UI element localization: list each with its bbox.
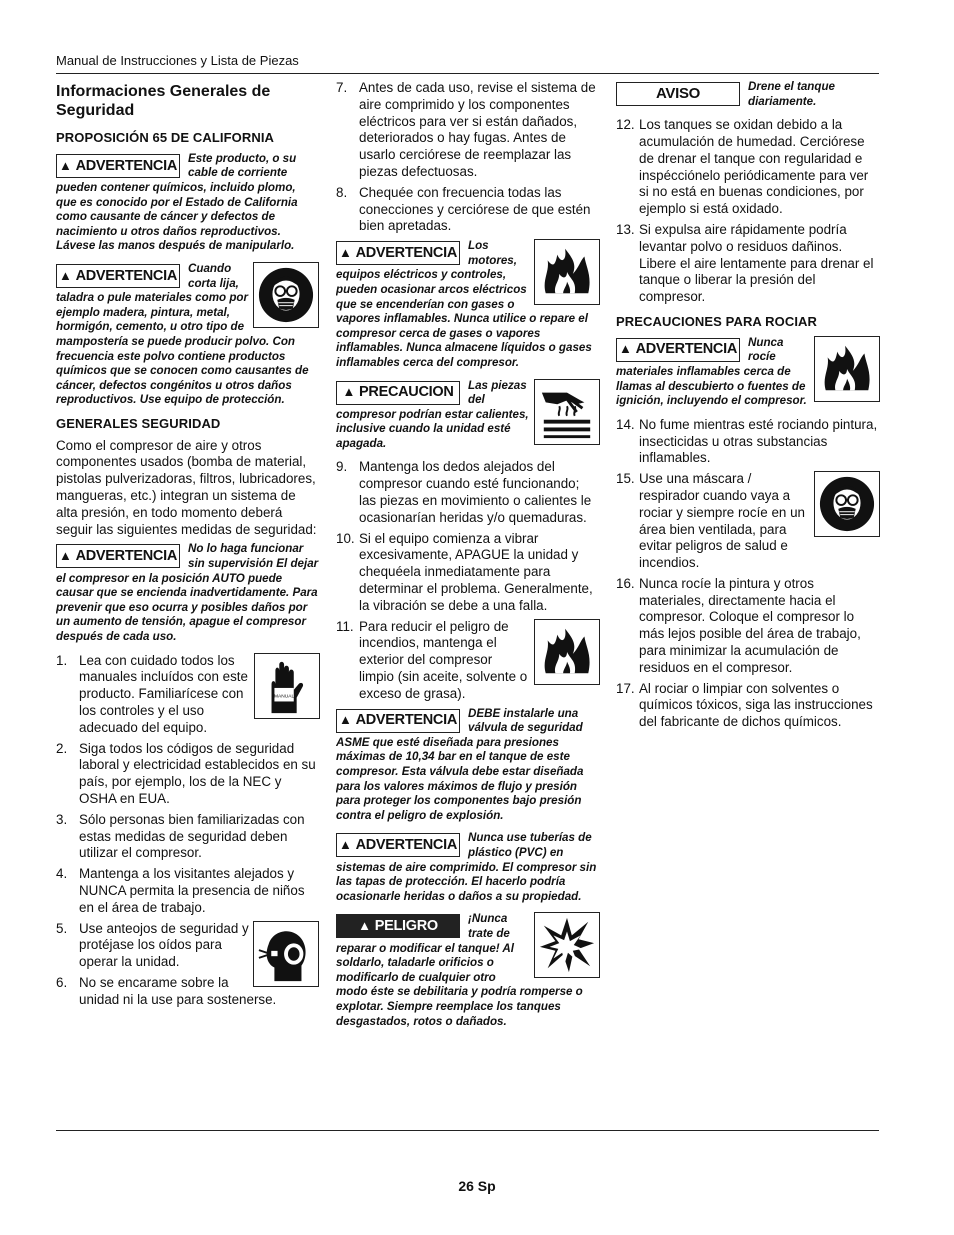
peligro-label: ▲ PELIGRO (336, 914, 460, 938)
list-item: 2. Siga todos los códigos de seguridad laboral y electricidad establecidos en su país, por ejemplo, los de la NEC y OSHA en EUA. (56, 740, 316, 806)
fire-icon (534, 239, 600, 305)
list-item: 11. Para reducir el peligro de incendios, mantenga el exterior del compresor limpio (sin aceite, solvente o exceso de grasa). (336, 619, 600, 703)
list-item: 9. Mantenga los dedos alejados del compresor cuando esté funcionando; las piezas en movimiento o calientes le ocasionarían heridas y/o quemaduras. (336, 459, 592, 525)
safety-list-1 (56, 653, 319, 1009)
warning-pvc (336, 831, 600, 904)
warning-text: Las piezas del compresor podrían estar calientes, inclusive cuando la unidad esté apagada. (336, 378, 529, 450)
alert-triangle-icon: ▲ (618, 341, 632, 357)
alert-triangle-icon: ▲ (58, 267, 72, 283)
list-item: 12. Los tanques se oxidan debido a la acumulación de humedad. Cerciórese de drenar el tanque con regularidad e inspécciónelo periódicamente para ver si no está en buenas condiciones, por ejemplo si está oxidado. (616, 117, 869, 217)
manual-label: MANUAL (274, 694, 295, 700)
general-safety-heading: GENERALES SEGURIDAD (56, 415, 221, 431)
column-1 (56, 80, 319, 1013)
alert-triangle-icon: ▲ (338, 837, 352, 853)
notice-drain (616, 80, 880, 109)
page-number: 26 Sp (458, 1178, 496, 1194)
warning-prop65 (56, 152, 319, 254)
list-item: 10. Si el equipo comienza a vibrar excesivamente, APAGUE la unidad y chequéela inmediatamente para determinar el problema. Generalmente, la vibración se debe a una falla. (336, 530, 593, 613)
list-item: MANUAL 1. Lea con cuidado todos los manuales incluídos con este producto. Familiarícese con los controles y el uso adecuado del equipo. (56, 653, 319, 737)
alert-triangle-icon: ▲ (58, 548, 72, 564)
list-item: 14. No fume mientras esté rociando pintura, insecticidas u otras substancias inflamables. (616, 416, 878, 466)
list-item: 8. Chequée con frecuencia todas las conecciones y cerciórese de que estén bien apretadas. (336, 184, 591, 234)
general-safety-text: Como el compresor de aire y otros componentes usados (bomba de material, pistolas pulverizadoras, filtros, lubricadores, mangueras, etc.) integran un sistema de alta presión, en todo momento deberá seguir las siguientes medidas de seguridad: (56, 437, 317, 537)
respirator-icon (814, 471, 880, 537)
list-item: 5. Use anteojos de seguridad y protéjase los oídos para operar la unidad. (56, 921, 319, 971)
list-item: 13. Si expulsa aire rápidamente podría levantar polvo o residuos dañinos. Libere el aire lentamente para drenar el tanque o liberar la presión del compresor. (616, 221, 874, 305)
document-header: Manual de Instrucciones y Lista de Piezas (56, 53, 299, 68)
safety-list-3b (616, 417, 880, 731)
warning-dust (56, 262, 319, 408)
column-3 (616, 80, 880, 735)
alert-triangle-icon: ▲ (338, 244, 352, 260)
warning-unattended (56, 542, 319, 644)
alert-triangle-icon: ▲ (58, 157, 72, 173)
warning-text: Este producto, o su cable de corriente pueden contener químicos, incluido plomo, que es conocido por el Estado de California como causante de cáncer y defectos de nacimiento u otros daños reproductivos. Lávese las manos después de manipularlo. (56, 151, 298, 253)
advertencia-label: ▲ ADVERTENCIA (336, 241, 460, 265)
column-2 (336, 80, 600, 1037)
advertencia-label: ▲ ADVERTENCIA (56, 544, 180, 568)
advertencia-label: ▲ ADVERTENCIA (616, 338, 740, 362)
advertencia-label: ▲ ADVERTENCIA (336, 833, 460, 857)
warning-hot-parts (336, 379, 600, 452)
warning-text: DEBE instalarle una válvula de seguridad ASME que esté diseñada para presiones máximas de 10,34 bar en el tanque de este compresor. Esta válvula debe estar diseñada para los valores máximos de flujo y presión para proteger los componentes bajo presión contra el peligro de explosión. (336, 706, 584, 822)
list-item: 7. Antes de cada uso, revise el sistema de aire comprimido y los componentes eléctricos para ver si están dañados, deteriorados o hay fugas. Antes de usarlo cerciórese de reemplazar las piezas defectuosas. (336, 80, 596, 179)
safety-list-2b (336, 459, 600, 702)
header-rule (56, 73, 879, 74)
precaucion-label: ▲ PRECAUCION (336, 381, 460, 405)
respirator-icon (253, 262, 319, 328)
list-item: 17. Al rociar o limpiar con solventes o químicos tóxicos, siga las instrucciones del fabricante de dichos químicos. (616, 680, 873, 730)
prop65-heading: PROPOSICIÓN 65 DE CALIFORNIA (56, 130, 275, 145)
warning-text: ¡Nunca trate de reparar o modificar el tanque! Al soldarlo, taladarle orificios o modificarlo de cualquier otro modo éste se debilitaria y podría romperse o explotar. Siempre reemplace los tanques desgastados, rotos o dañados. (336, 912, 583, 1028)
alert-triangle-icon: ▲ (338, 712, 352, 728)
warning-text: Nunca rocíe materiales inflamables cerca de llamas al descubierto o fuentes de ignición, incluyendo el compresor. (616, 335, 807, 408)
list-item: 3. Sólo personas bien familiarizadas con estas medidas de seguridad deben utilizar el compresor. (56, 811, 305, 861)
alert-triangle-icon: ▲ (358, 918, 371, 934)
section-title: Informaciones Generales de Seguridad (56, 83, 271, 119)
list-item: 15. Use una máscara / respirador cuando vaya a rociar y siempre rocíe en un área bien ventilada, para evitar peligros de salud e incendios. (616, 471, 880, 572)
footer-rule (56, 1130, 879, 1131)
warning-text: Nunca use tuberías de plástico (PVC) en sistemas de aire comprimido. El compresor sin las tapas de protección. El hacerlo podría ocasionarle heridas o daños a su propiedad. (336, 831, 597, 903)
alert-triangle-icon: ▲ (342, 384, 356, 400)
list-item: 4. Mantenga a los visitantes alejados y NUNCA permita la presencia de niños en el área de trabajo. (56, 866, 305, 915)
hot-surface-icon (534, 379, 600, 445)
list-item: 16. Nunca rocíe la pintura y otros materiales, directamente hacia el compresor. Coloque el compresor lo más lejos posible del área de trabajo, para minimizar la acumulación de residuos en el compresor. (616, 575, 861, 675)
warning-spray (616, 336, 880, 409)
safety-list-3a (616, 117, 880, 306)
warning-sparks (336, 239, 600, 370)
list-item: 6. No se encarame sobre la unidad ni la use para sostenerse. (56, 974, 277, 1007)
advertencia-label: ▲ ADVERTENCIA (336, 709, 460, 733)
explosion-icon (534, 912, 600, 978)
advertencia-label: ▲ ADVERTENCIA (56, 154, 180, 178)
safety-list-2a (336, 80, 600, 235)
fire-icon (814, 336, 880, 402)
warning-text: Cuando corta lija, taladra o pule materiales como por ejemplo madera, pintura, metal, hormigón, cemento, u otro tipo de mampostería se puede producir polvo. Con frecuencia este polvo contiene productos químicos que se conocen como causantes de cáncer, defectos congénitos u otros daños reproductivos. Use equipo de protección. (56, 261, 309, 407)
warning-asme-valve (336, 707, 600, 824)
warning-text: Los motores, equipos eléctricos y controles, pueden ocasionar arcos eléctricos que se encenderían con gases o vapores inflamables. Nunca utilice o repare el compresor cerca de gases o vapores inflamables. Nunca almacene líquidos o gases inflamables cerca del compresor. (336, 239, 592, 369)
aviso-label: AVISO (616, 82, 740, 106)
notice-text: Drene el tanque diariamente. (748, 80, 835, 108)
manual-glove-icon (254, 653, 320, 719)
fire-icon (534, 619, 600, 685)
spray-heading: PRECAUCIONES PARA ROCIAR (616, 313, 818, 329)
advertencia-label: ▲ ADVERTENCIA (56, 264, 180, 288)
warning-text: No lo haga funcionar sin supervisión El dejar el compresor en la posición AUTO puede causar que se encienda inadvertidamente. Para prevenir que eso ocurra y posibles daños por un aumento de tensión, apague el compresor después de cada uso. (56, 542, 319, 644)
danger-tank (336, 912, 600, 1029)
